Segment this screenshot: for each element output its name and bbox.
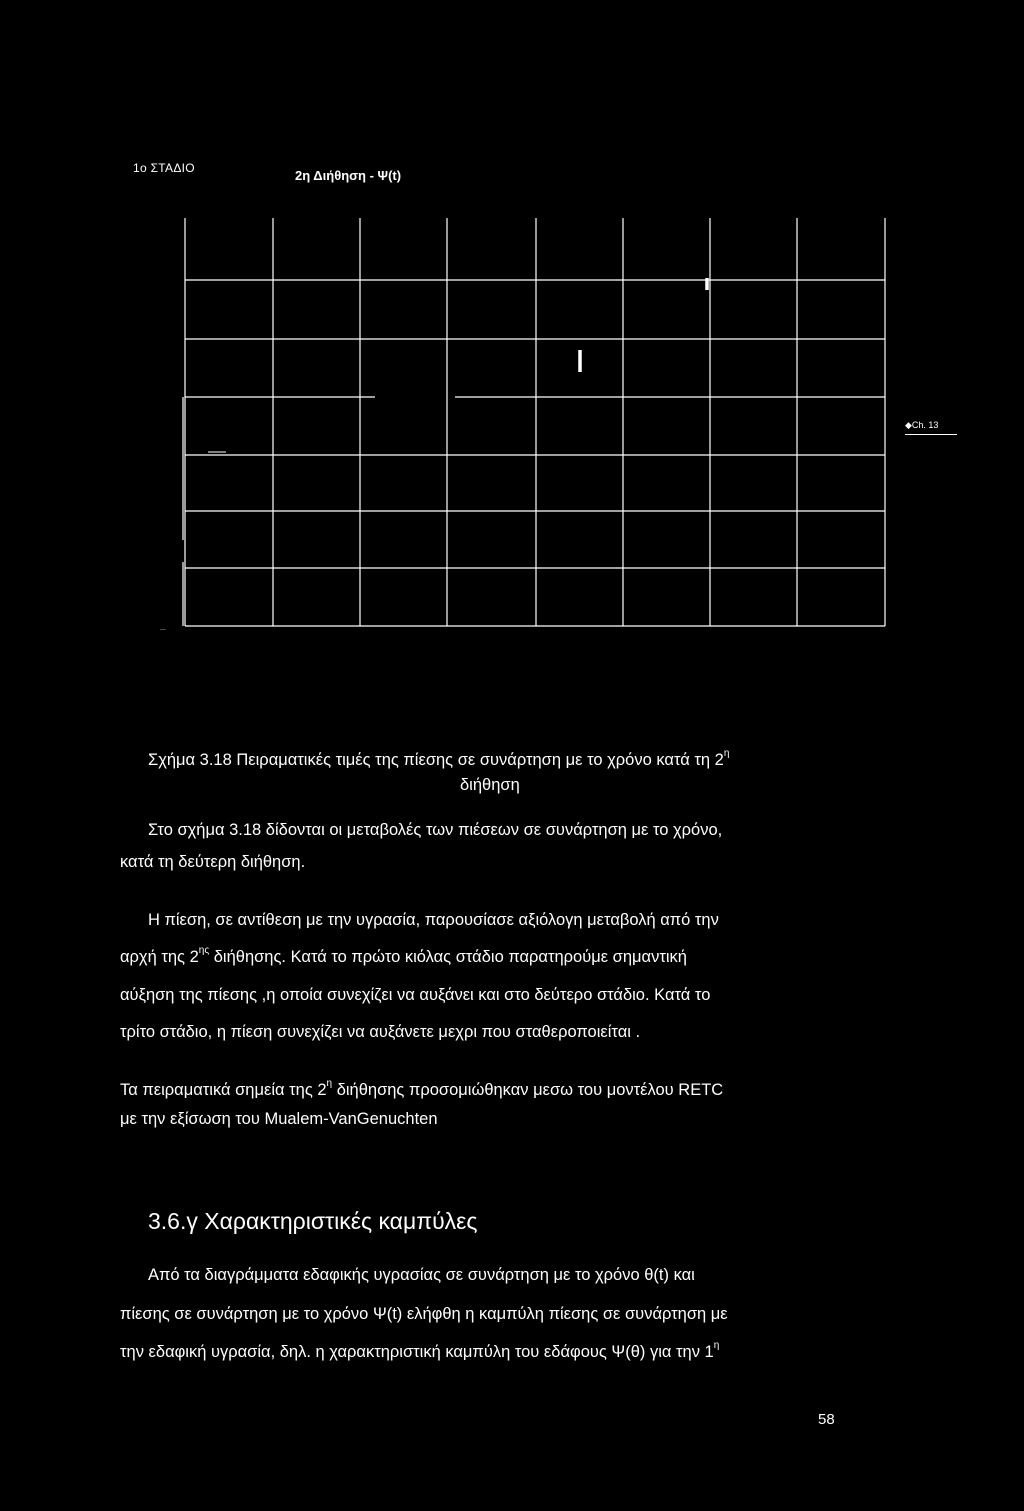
- caption-text: Σχήμα 3.18 Πειραματικές τιμές της πίεσης σε συνάρτηση με το χρόνο κατά τη 2: [148, 751, 724, 769]
- legend-label: Ch. 13: [911, 420, 939, 430]
- axis-corner-label: ...: [160, 625, 166, 632]
- para1-line1: Στο σχήμα 3.18 δίδονται οι μεταβολές των πιέσεων σε συνάρτηση με το χρόνο,: [148, 821, 723, 839]
- para3-line2: με την εξίσωση του Mualem-VanGenuchten: [120, 1110, 438, 1128]
- section-sup: η: [713, 1340, 720, 1351]
- chart-grid: [183, 218, 885, 626]
- para2-text: αρχή της 2: [120, 948, 199, 966]
- section-para-line2: πίεσης σε συνάρτηση με το χρόνο Ψ(t) ελήφθη η καμπύλη πίεσης σε συνάρτηση με: [120, 1305, 728, 1323]
- para2-sup: ης: [198, 945, 210, 956]
- figure-caption: [148, 750, 878, 770]
- para2-text: διήθησης. Κατά το πρώτο κιόλας στάδιο παρατηρούμε σημαντική: [209, 948, 687, 966]
- para2-line4: τρίτο στάδιο, η πίεση συνεχίζει να αυξάνετε μεχρι που σταθεροποιείται .: [120, 1023, 641, 1041]
- data-marks: [208, 278, 707, 452]
- figure-caption-line2: διήθηση: [460, 776, 520, 794]
- para1-line2: κατά τη δεύτερη διήθηση.: [120, 853, 306, 871]
- section-text: την εδαφική υγρασία, δηλ. η χαρακτηριστική καμπύλη του εδάφους Ψ(θ) για την 1: [120, 1343, 714, 1361]
- page-number: 58: [818, 1411, 835, 1428]
- caption-sup: η: [723, 748, 730, 759]
- section-para-line1: Από τα διαγράμματα εδαφικής υγρασίας σε συνάρτηση με το χρόνο θ(t) και: [148, 1266, 695, 1284]
- para2-line2: [120, 947, 850, 967]
- para3-sup: η: [326, 1078, 333, 1089]
- para2-line1: Η πίεση, σε αντίθεση με την υγρασία, παρουσίασε αξιόλογη μεταβολή από την: [148, 911, 719, 929]
- chart-title: 2η Διήθηση - Ψ(t): [295, 168, 402, 183]
- section-para-line3: [120, 1342, 850, 1362]
- legend-marker-icon: ◆: [905, 420, 912, 430]
- chart-legend: [905, 420, 957, 435]
- para3-text: Τα πειραματικά σημεία της 2: [120, 1081, 327, 1099]
- para2-line3: αύξηση της πίεσης ,η οποία συνεχίζει να αυξάνει και στο δεύτερο στάδιο. Κατά το: [120, 986, 711, 1004]
- stage-label: 1ο ΣΤΑΔΙΟ: [133, 161, 195, 175]
- para3-line1: [120, 1080, 850, 1100]
- para3-text: διήθησης προσομιώθηκαν μεσω του μοντέλου RETC: [332, 1081, 724, 1099]
- pressure-chart: [0, 0, 1024, 660]
- section-heading: 3.6.γ Χαρακτηριστικές καμπύλες: [148, 1208, 478, 1234]
